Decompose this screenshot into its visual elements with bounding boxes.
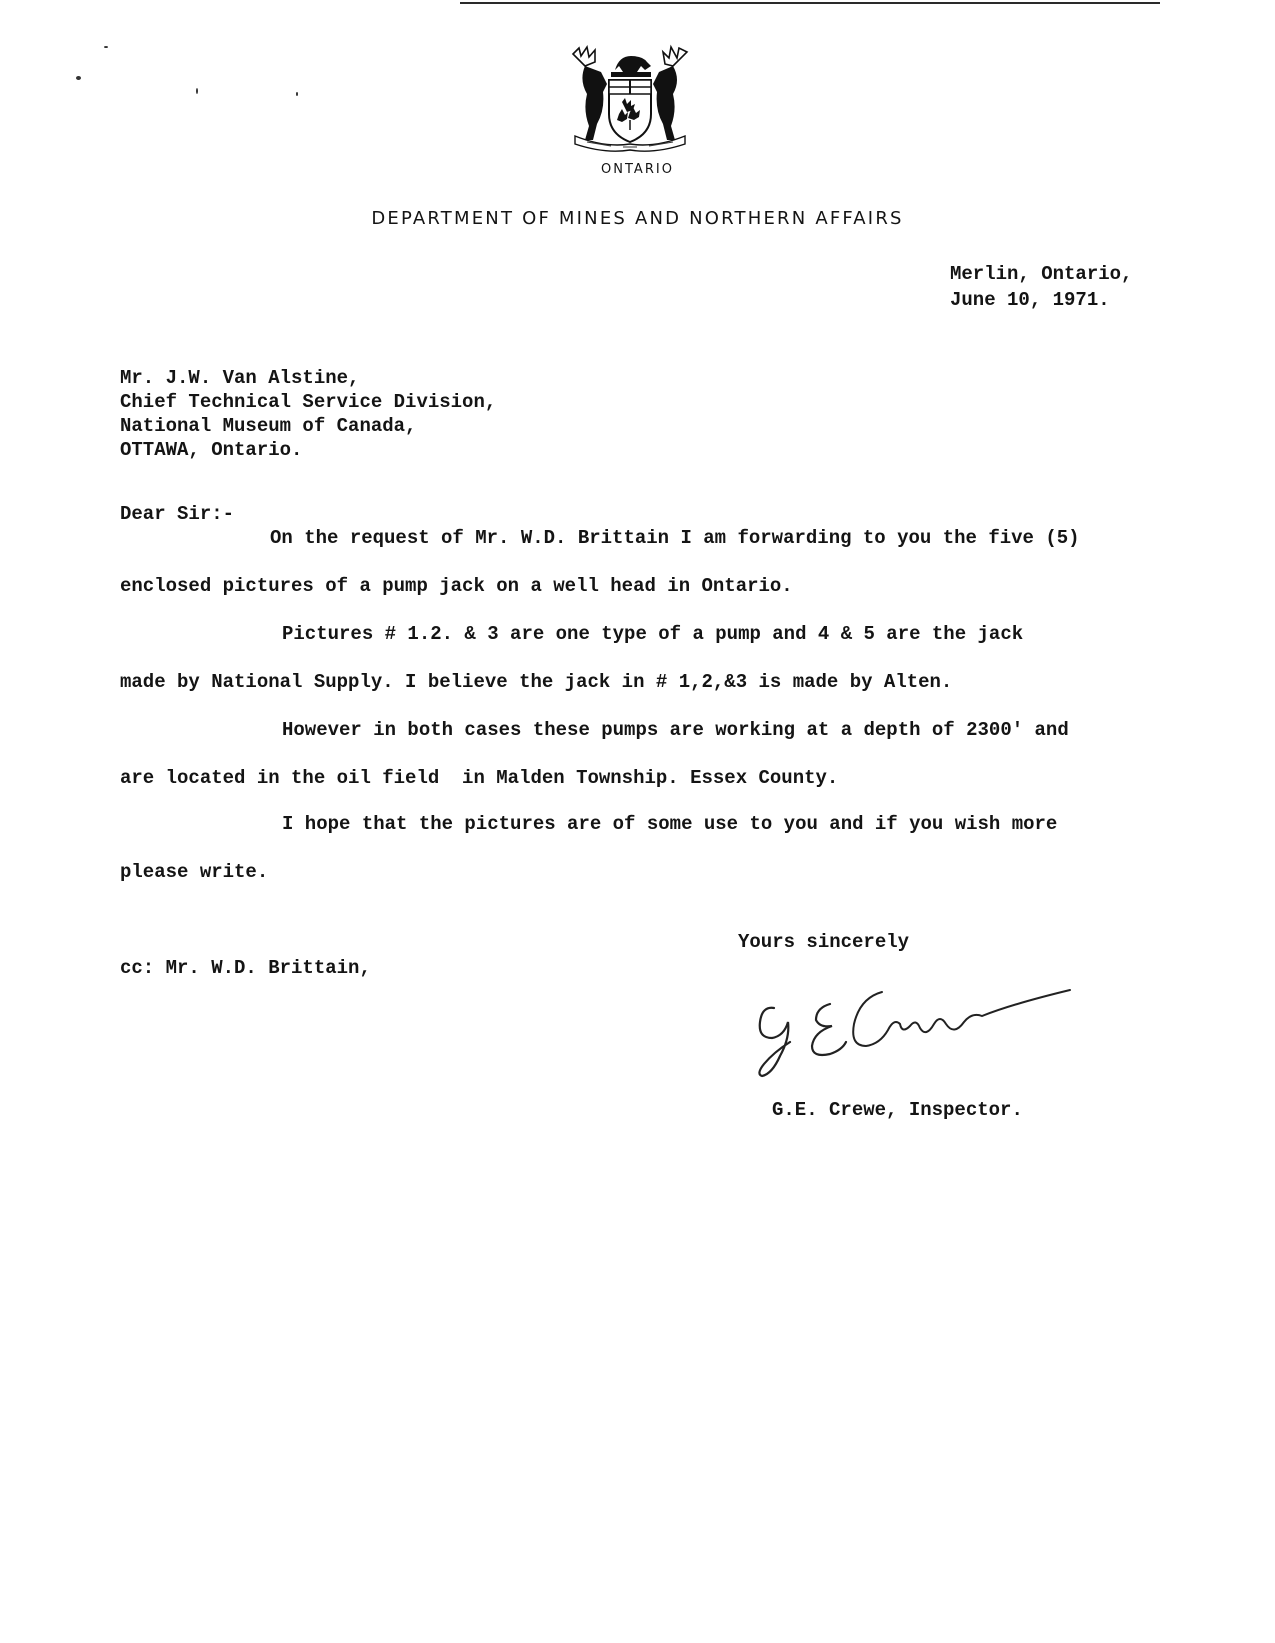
scan-speck xyxy=(76,76,81,80)
ontario-coat-of-arms-icon xyxy=(565,44,695,156)
scan-speck xyxy=(196,88,198,94)
cc-line: cc: Mr. W.D. Brittain, xyxy=(120,957,371,979)
body-p1-line1: On the request of Mr. W.D. Brittain I am forwarding to you the five (5) xyxy=(270,527,1080,549)
letterhead-department: DEPARTMENT OF MINES AND NORTHERN AFFAIRS xyxy=(371,208,904,229)
scan-speck xyxy=(296,92,298,96)
body-p3-line1: However in both cases these pumps are working at a depth of 2300' and xyxy=(282,719,1069,741)
recipient-line-3: National Museum of Canada, xyxy=(120,415,417,437)
recipient-line-4: OTTAWA, Ontario. xyxy=(120,439,303,461)
recipient-line-2: Chief Technical Service Division, xyxy=(120,391,497,413)
dateline-place: Merlin, Ontario, xyxy=(950,263,1133,285)
body-p4-line1: I hope that the pictures are of some use to you and if you wish more xyxy=(282,813,1058,835)
signer-name: G.E. Crewe, Inspector. xyxy=(772,1099,1023,1121)
scan-speck xyxy=(104,46,108,48)
letterhead-province: ONTARIO xyxy=(601,162,674,177)
top-rule xyxy=(460,2,1160,4)
recipient-line-1: Mr. J.W. Van Alstine, xyxy=(120,367,360,389)
salutation: Dear Sir:- xyxy=(120,503,235,525)
body-p2-line2: made by National Supply. I believe the jack in # 1,2,&3 is made by Alten. xyxy=(120,671,953,693)
handwritten-signature xyxy=(750,978,1080,1088)
body-p2-line1: Pictures # 1.2. & 3 are one type of a pump and 4 & 5 are the jack xyxy=(282,623,1024,645)
closing: Yours sincerely xyxy=(738,931,910,953)
body-p3-line2: are located in the oil field in Malden Township. Essex County. xyxy=(120,767,839,789)
dateline-date: June 10, 1971. xyxy=(950,289,1110,311)
body-p1-line2: enclosed pictures of a pump jack on a well head in Ontario. xyxy=(120,575,793,597)
body-p4-line2: please write. xyxy=(120,861,269,883)
